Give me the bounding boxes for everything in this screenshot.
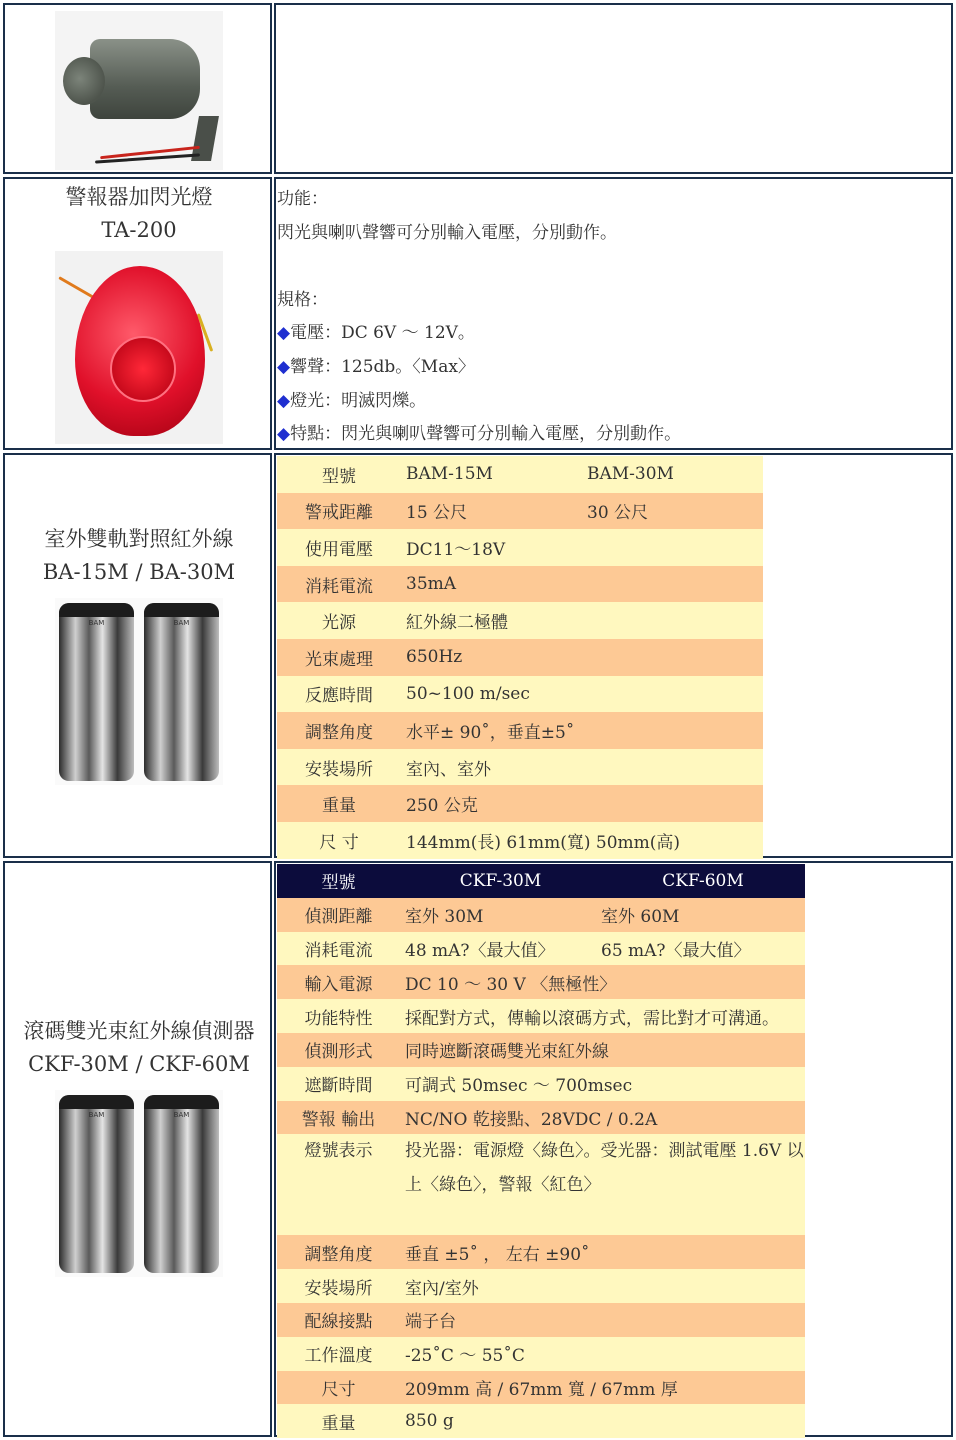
desc-line: 規格： <box>277 289 328 310</box>
product-name <box>5 523 273 589</box>
siren-horn-photo <box>55 11 223 170</box>
spec-row <box>277 712 763 749</box>
beam-cap <box>144 603 219 617</box>
spec-label: 消耗電流 <box>277 932 400 966</box>
beam-unit-right <box>144 1095 219 1273</box>
spec-label: 重量 <box>277 785 401 822</box>
spec-row <box>277 932 805 966</box>
spec-label: 偵測形式 <box>277 1033 400 1067</box>
spec-value: 35mA <box>401 566 763 603</box>
spec-label: 尺 寸 <box>277 822 401 859</box>
spec-row <box>277 1303 805 1337</box>
beam-logo: BAM <box>88 619 105 627</box>
red-strobe-siren-photo <box>55 251 223 444</box>
spec-label: 功能特性 <box>277 999 400 1033</box>
desc-bullet-line <box>277 351 681 385</box>
spec-row <box>277 529 763 566</box>
product-name <box>5 181 273 247</box>
spec-label: 配線接點 <box>277 1303 400 1337</box>
desc-line: 特點：閃光與喇叭聲響可分別輸入電壓，分別動作。 <box>290 424 682 445</box>
spec-label: 型號 <box>277 864 400 898</box>
product-image-cell-4 <box>3 861 272 1437</box>
beam-unit-left <box>59 1095 134 1273</box>
spec-value: 可調式 50msec ～ 700msec <box>400 1067 805 1101</box>
desc-line: 閃光與喇叭聲響可分別輸入電壓，分別動作。 <box>277 222 617 243</box>
spec-row <box>277 965 805 999</box>
spec-value: 端子台 <box>400 1303 805 1337</box>
beam-logo: BAM <box>173 1111 190 1119</box>
spec-row <box>277 1067 805 1101</box>
spec-row <box>277 1033 805 1067</box>
spec-value: 50~100 m/sec <box>401 676 763 713</box>
spec-value: -25˚C ～ 55˚C <box>400 1337 805 1371</box>
spec-row <box>277 785 763 822</box>
product-model-line: BA-15M / BA-30M <box>42 560 236 584</box>
beam-logo: BAM <box>88 1111 105 1119</box>
spec-value: 室內/室外 <box>400 1269 805 1303</box>
spec-row <box>277 1371 805 1405</box>
bullet-diamond-icon: ◆ <box>277 424 291 445</box>
spec-row <box>277 639 763 676</box>
spec-row <box>277 1235 805 1269</box>
spec-label: 工作溫度 <box>277 1337 400 1371</box>
spec-row <box>277 602 763 639</box>
product-image-cell-3 <box>3 453 272 858</box>
spec-table-ba <box>277 456 763 859</box>
spec-label: 遮斷時間 <box>277 1067 400 1101</box>
spec-label: 重量 <box>277 1404 400 1438</box>
beam-logo: BAM <box>173 619 190 627</box>
spec-row <box>277 898 805 932</box>
spec-label: 燈號表示 <box>277 1134 400 1235</box>
spec-value: 水平± 90˚，垂直±5˚ <box>401 712 763 749</box>
spec-label: 使用電壓 <box>277 529 401 566</box>
product-desc-cell-4 <box>274 861 953 1437</box>
spec-value: 紅外線二極體 <box>401 602 763 639</box>
beam-cap <box>59 1095 134 1109</box>
product-image-cell-1 <box>3 3 272 174</box>
product-desc-cell-2 <box>274 177 953 450</box>
spec-table-ckf <box>277 864 805 1438</box>
desc-bullet-line <box>277 317 681 351</box>
desc-line <box>277 250 681 284</box>
spec-value: 室內、室外 <box>401 749 763 786</box>
spec-value: 250 公克 <box>401 785 763 822</box>
product-name-line: 室外雙軌對照紅外線 <box>44 527 234 551</box>
spec-row <box>277 1101 805 1135</box>
spec-value: CKF-30M <box>400 864 596 898</box>
horn-body-shape <box>90 39 200 119</box>
spec-value: DC 10 ～ 30 V 〈無極性〉 <box>400 965 805 999</box>
beam-cap <box>59 603 134 617</box>
product-model-line: CKF-30M / CKF-60M <box>28 1052 250 1076</box>
spec-value: 48 mA?〈最大值〉 <box>400 932 596 966</box>
spec-row <box>277 1404 805 1438</box>
spec-value: 30 公尺 <box>582 493 763 530</box>
spec-label: 警戒距離 <box>277 493 401 530</box>
beam-unit-right <box>144 603 219 781</box>
product-desc-cell-3 <box>274 453 953 858</box>
spec-value: CKF-60M <box>596 864 805 898</box>
spec-row <box>277 1337 805 1371</box>
desc-line: 燈光：明滅閃爍。 <box>290 390 427 411</box>
spec-label: 消耗電流 <box>277 566 401 603</box>
spec-value: 採配對方式，傳輸以滾碼方式，需比對才可溝通。 <box>400 999 805 1033</box>
spec-value: 同時遮斷滾碼雙光束紅外線 <box>400 1033 805 1067</box>
spec-label: 安裝場所 <box>277 1269 400 1303</box>
desc-line: 電壓：DC 6V ～ 12V。 <box>290 323 475 344</box>
spec-value: 室外 60M <box>596 898 805 932</box>
spec-value: 垂直 ±5˚ ， 左右 ±90˚ <box>400 1235 805 1269</box>
spec-label: 調整角度 <box>277 1235 400 1269</box>
spec-label: 調整角度 <box>277 712 401 749</box>
strobe-lens-shape <box>110 336 176 402</box>
spec-label: 反應時間 <box>277 676 401 713</box>
spec-label: 尺寸 <box>277 1371 400 1405</box>
product-desc-cell-1 <box>274 3 953 174</box>
desc-bullet-line <box>277 418 681 452</box>
bullet-diamond-icon: ◆ <box>277 356 291 377</box>
product-description <box>277 183 681 452</box>
spec-header-row <box>277 456 763 493</box>
infrared-beam-pair-photo <box>55 598 223 785</box>
spec-row <box>277 822 763 859</box>
spec-value: BAM-15M <box>401 456 582 493</box>
spec-value: 650Hz <box>401 639 763 676</box>
desc-line: 響聲：125db。〈Max〉 <box>290 356 475 377</box>
product-model-line: TA-200 <box>101 218 177 242</box>
spec-label: 光源 <box>277 602 401 639</box>
product-image-cell-2 <box>3 177 272 450</box>
spec-value: DC11～18V <box>401 529 763 566</box>
beam-cap <box>144 1095 219 1109</box>
desc-line: 功能： <box>277 189 328 209</box>
spec-row <box>277 1269 805 1303</box>
spec-value: 15 公尺 <box>401 493 582 530</box>
spec-header-row <box>277 864 805 898</box>
spec-label: 型號 <box>277 456 401 493</box>
spec-row <box>277 676 763 713</box>
spec-value: 室外 30M <box>400 898 596 932</box>
spec-value: 850 g <box>400 1404 805 1438</box>
spec-label: 偵測距離 <box>277 898 400 932</box>
product-name <box>5 1015 273 1081</box>
spec-row <box>277 1134 805 1235</box>
spec-row <box>277 999 805 1033</box>
spec-row <box>277 566 763 603</box>
spec-value: 投光器：電源燈〈綠色〉。受光器：測試電壓 1.6V 以上〈綠色〉，警報〈紅色〉 <box>400 1134 805 1235</box>
spec-value: BAM-30M <box>582 456 763 493</box>
bullet-diamond-icon: ◆ <box>277 323 291 344</box>
beam-unit-left <box>59 603 134 781</box>
spec-label: 輸入電源 <box>277 965 400 999</box>
bullet-diamond-icon: ◆ <box>277 390 291 411</box>
horn-cone-shape <box>63 57 105 105</box>
spec-row <box>277 749 763 786</box>
spec-value: NC/NO 乾接點、28VDC / 0.2A <box>400 1101 805 1135</box>
spec-label: 安裝場所 <box>277 749 401 786</box>
spec-value: 209mm 高 / 67mm 寬 / 67mm 厚 <box>400 1371 805 1405</box>
spec-label: 光束處理 <box>277 639 401 676</box>
product-name-line: 滾碼雙光束紅外線偵測器 <box>23 1019 255 1043</box>
product-name-line: 警報器加閃光燈 <box>65 185 213 209</box>
desc-bullet-line <box>277 385 681 419</box>
spec-row <box>277 493 763 530</box>
spec-value: 144mm(長) 61mm(寬) 50mm(高) <box>401 822 763 859</box>
spec-label: 警報 輸出 <box>277 1101 400 1135</box>
spec-value: 65 mA?〈最大值〉 <box>596 932 805 966</box>
infrared-beam-pair-photo <box>55 1090 223 1277</box>
